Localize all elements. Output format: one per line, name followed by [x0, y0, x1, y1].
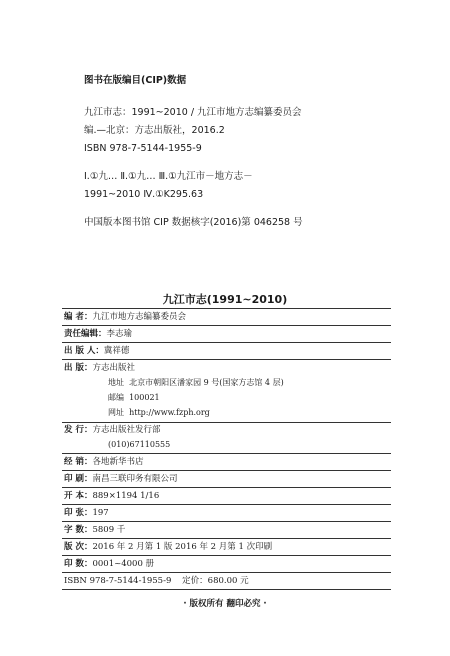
sheets-label: 印 张：	[64, 508, 93, 518]
responsible-editor-row	[64, 327, 132, 341]
publisher-row	[64, 361, 135, 375]
address-row	[108, 376, 284, 390]
edition-row	[64, 540, 272, 554]
divider	[62, 342, 391, 343]
print-run-value: 0001~4000 册	[92, 559, 155, 569]
price-value: 定价：680.00 元	[182, 576, 249, 586]
address-label: 地址	[108, 378, 124, 387]
words-label: 字 数：	[64, 525, 93, 535]
cip-line: 1991~2010 Ⅳ.①K295.63	[84, 189, 204, 200]
printer-row	[64, 472, 177, 486]
website-label: 网址	[108, 408, 124, 417]
publisher-value: 方志出版社	[92, 363, 135, 373]
publisher-person-label: 出 版 人：	[64, 346, 104, 356]
format-label: 开 本：	[64, 491, 93, 501]
divider	[62, 504, 391, 505]
cip-block	[84, 72, 384, 232]
publisher-person-value: 冀祥德	[103, 346, 130, 356]
phone-row	[108, 438, 170, 452]
editor-row	[64, 310, 186, 324]
words-row	[64, 523, 125, 537]
editor-value: 九江市地方志编纂委员会	[92, 312, 186, 322]
website-row	[108, 406, 210, 420]
responsible-editor-value: 李志瑜	[106, 329, 133, 339]
distribution-value: 方志出版社发行部	[92, 425, 161, 435]
format-row	[64, 489, 159, 503]
divider	[62, 572, 391, 573]
divider	[62, 589, 391, 590]
distribution-row	[64, 423, 160, 437]
website-value: http://www.fzph.org	[129, 408, 210, 417]
divider	[62, 453, 391, 454]
divider	[62, 521, 391, 522]
address-value: 北京市朝阳区潘家园 9 号(国家方志馆 4 层)	[129, 378, 284, 387]
divider	[62, 538, 391, 539]
isbn-value: ISBN 978-7-5144-1955-9	[64, 576, 172, 586]
distribution-label: 发 行：	[64, 425, 93, 435]
editor-label: 编 者：	[64, 312, 93, 322]
divider	[62, 308, 391, 309]
publisher-person-row	[64, 344, 129, 358]
seller-label: 经 销：	[64, 457, 93, 467]
seller-value: 各地新华书店	[92, 457, 144, 467]
rights-notice: · 版权所有 翻印必究 ·	[183, 599, 267, 609]
postcode-value: 100021	[129, 393, 160, 402]
format-value: 889×1194 1/16	[92, 491, 160, 501]
book-title: 九江市志(1991~2010)	[162, 293, 288, 306]
edition-value: 2016 年 2 月第 1 版 2016 年 2 月第 1 次印刷	[92, 542, 273, 552]
cip-line: ISBN 978-7-5144-1955-9	[84, 143, 202, 154]
cip-heading: 图书在版编目(CIP)数据	[84, 75, 187, 86]
divider	[62, 325, 391, 326]
edition-label: 版 次：	[64, 542, 93, 552]
responsible-editor-label: 责任编辑：	[64, 329, 107, 339]
divider	[62, 470, 391, 471]
divider	[62, 555, 391, 556]
cip-line: 编.—北京：方志出版社，2016.2	[84, 125, 225, 136]
divider	[62, 359, 391, 360]
sheets-row	[64, 506, 109, 520]
postcode-label: 邮编	[108, 393, 124, 402]
print-run-label: 印 数：	[64, 559, 93, 569]
postcode-row	[108, 391, 160, 405]
cip-line: 九江市志：1991~2010 / 九江市地方志编纂委员会	[84, 107, 302, 118]
seller-row	[64, 455, 143, 469]
publisher-label: 出 版：	[64, 363, 93, 373]
words-value: 5809 千	[92, 525, 126, 535]
sheets-value: 197	[92, 508, 109, 518]
cip-line: Ⅰ.①九… Ⅱ.①九… Ⅲ.①九江市－地方志－	[84, 171, 253, 182]
cip-number: 中国版本图书馆 CIP 数据核字(2016)第 046258 号	[84, 217, 303, 228]
printer-label: 印 刷：	[64, 474, 93, 484]
phone-value: (010)67110555	[108, 440, 171, 449]
isbn-price-row	[64, 574, 249, 588]
print-run-row	[64, 557, 154, 571]
printer-value: 南昌三联印务有限公司	[92, 474, 178, 484]
divider	[62, 487, 391, 488]
